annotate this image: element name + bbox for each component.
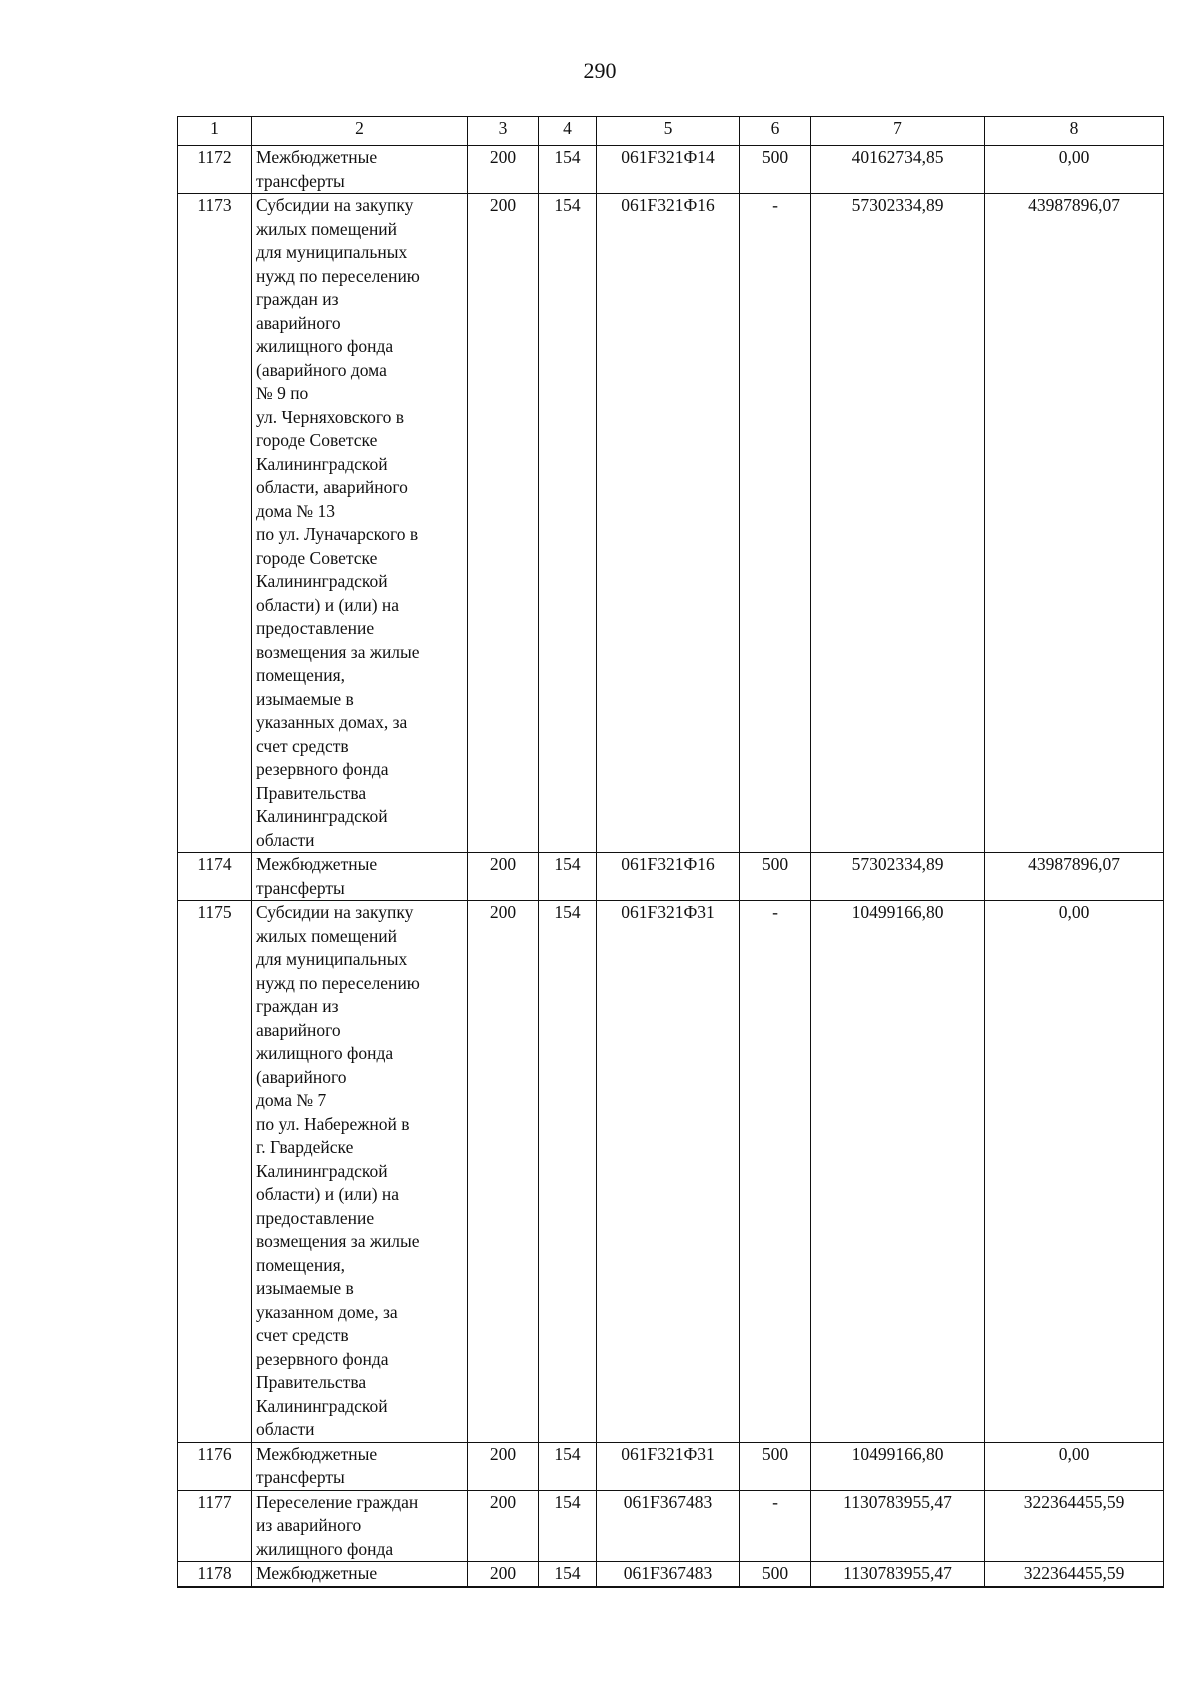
amount-col7: 57302334,89	[811, 853, 985, 901]
col4-value: 154	[539, 146, 597, 194]
amount-col7: 10499166,80	[811, 1442, 985, 1490]
row-number: 1175	[178, 901, 252, 1443]
row-number: 1176	[178, 1442, 252, 1490]
row-description: Межбюджетные трансферты	[252, 1442, 468, 1490]
target-article-code: 061F321Ф31	[597, 1442, 740, 1490]
amount-col7: 10499166,80	[811, 901, 985, 1443]
amount-col8: 0,00	[985, 901, 1164, 1443]
col3-value: 200	[468, 146, 539, 194]
col4-value: 154	[539, 1490, 597, 1562]
row-description: Межбюджетные трансферты	[252, 853, 468, 901]
amount-col8: 43987896,07	[985, 853, 1164, 901]
expense-type-code: 500	[740, 146, 811, 194]
col3-value: 200	[468, 1490, 539, 1562]
expense-type-code: 500	[740, 853, 811, 901]
expense-type-code: -	[740, 194, 811, 853]
amount-col8: 43987896,07	[985, 194, 1164, 853]
table-row	[178, 194, 1164, 853]
row-description: Межбюджетные трансферты	[252, 146, 468, 194]
col4-value: 154	[539, 853, 597, 901]
amount-col7: 1130783955,47	[811, 1490, 985, 1562]
amount-col7: 40162734,85	[811, 146, 985, 194]
row-description: Межбюджетные	[252, 1562, 468, 1587]
column-header: 5	[597, 117, 740, 146]
col3-value: 200	[468, 1442, 539, 1490]
amount-col8: 0,00	[985, 146, 1164, 194]
amount-col8: 322364455,59	[985, 1562, 1164, 1587]
table-row	[178, 146, 1164, 194]
row-description: Субсидии на закупку жилых помещений для муниципальных нужд по переселению граждан из аварийного жилищного фонда (аварийного дома № 9 по ул. Черняховского в городе Советске Калининградской области, аварийного дома № 13 по ул. Луначарского в городе Советске Калининградской области) и (или) на предоставление возмещения за жилые помещения, изымаемые в указанных домах, за счет средств резервного фонда Правительства Калининградской области	[252, 194, 468, 853]
column-header: 4	[539, 117, 597, 146]
col3-value: 200	[468, 901, 539, 1443]
column-header: 8	[985, 117, 1164, 146]
expense-type-code: 500	[740, 1442, 811, 1490]
table-header-row	[178, 117, 1164, 146]
column-header: 2	[252, 117, 468, 146]
row-number: 1173	[178, 194, 252, 853]
table-row	[178, 1562, 1164, 1587]
expense-type-code: -	[740, 901, 811, 1443]
table-row	[178, 1442, 1164, 1490]
target-article-code: 061F321Ф16	[597, 853, 740, 901]
col3-value: 200	[468, 853, 539, 901]
table-row	[178, 1490, 1164, 1562]
row-description: Субсидии на закупку жилых помещений для муниципальных нужд по переселению граждан из аварийного жилищного фонда (аварийного дома № 7 по ул. Набережной в г. Гвардейске Калининградской области) и (или) на предоставление возмещения за жилые помещения, изымаемые в указанном доме, за счет средств резервного фонда Правительства Калининградской области	[252, 901, 468, 1443]
row-number: 1174	[178, 853, 252, 901]
col4-value: 154	[539, 901, 597, 1443]
row-number: 1177	[178, 1490, 252, 1562]
target-article-code: 061F367483	[597, 1562, 740, 1587]
amount-col7: 57302334,89	[811, 194, 985, 853]
column-header: 6	[740, 117, 811, 146]
amount-col7: 1130783955,47	[811, 1562, 985, 1587]
expense-type-code: -	[740, 1490, 811, 1562]
col3-value: 200	[468, 194, 539, 853]
row-description: Переселение граждан из аварийного жилищного фонда	[252, 1490, 468, 1562]
amount-col8: 0,00	[985, 1442, 1164, 1490]
expense-type-code: 500	[740, 1562, 811, 1587]
row-number: 1172	[178, 146, 252, 194]
col3-value: 200	[468, 1562, 539, 1587]
row-number: 1178	[178, 1562, 252, 1587]
column-header: 1	[178, 117, 252, 146]
col4-value: 154	[539, 194, 597, 853]
page-number: 290	[583, 58, 617, 83]
target-article-code: 061F321Ф14	[597, 146, 740, 194]
target-article-code: 061F321Ф16	[597, 194, 740, 853]
budget-table	[177, 116, 1164, 1588]
col4-value: 154	[539, 1442, 597, 1490]
table-row	[178, 901, 1164, 1443]
target-article-code: 061F321Ф31	[597, 901, 740, 1443]
column-header: 7	[811, 117, 985, 146]
target-article-code: 061F367483	[597, 1490, 740, 1562]
column-header: 3	[468, 117, 539, 146]
col4-value: 154	[539, 1562, 597, 1587]
amount-col8: 322364455,59	[985, 1490, 1164, 1562]
table-row	[178, 853, 1164, 901]
